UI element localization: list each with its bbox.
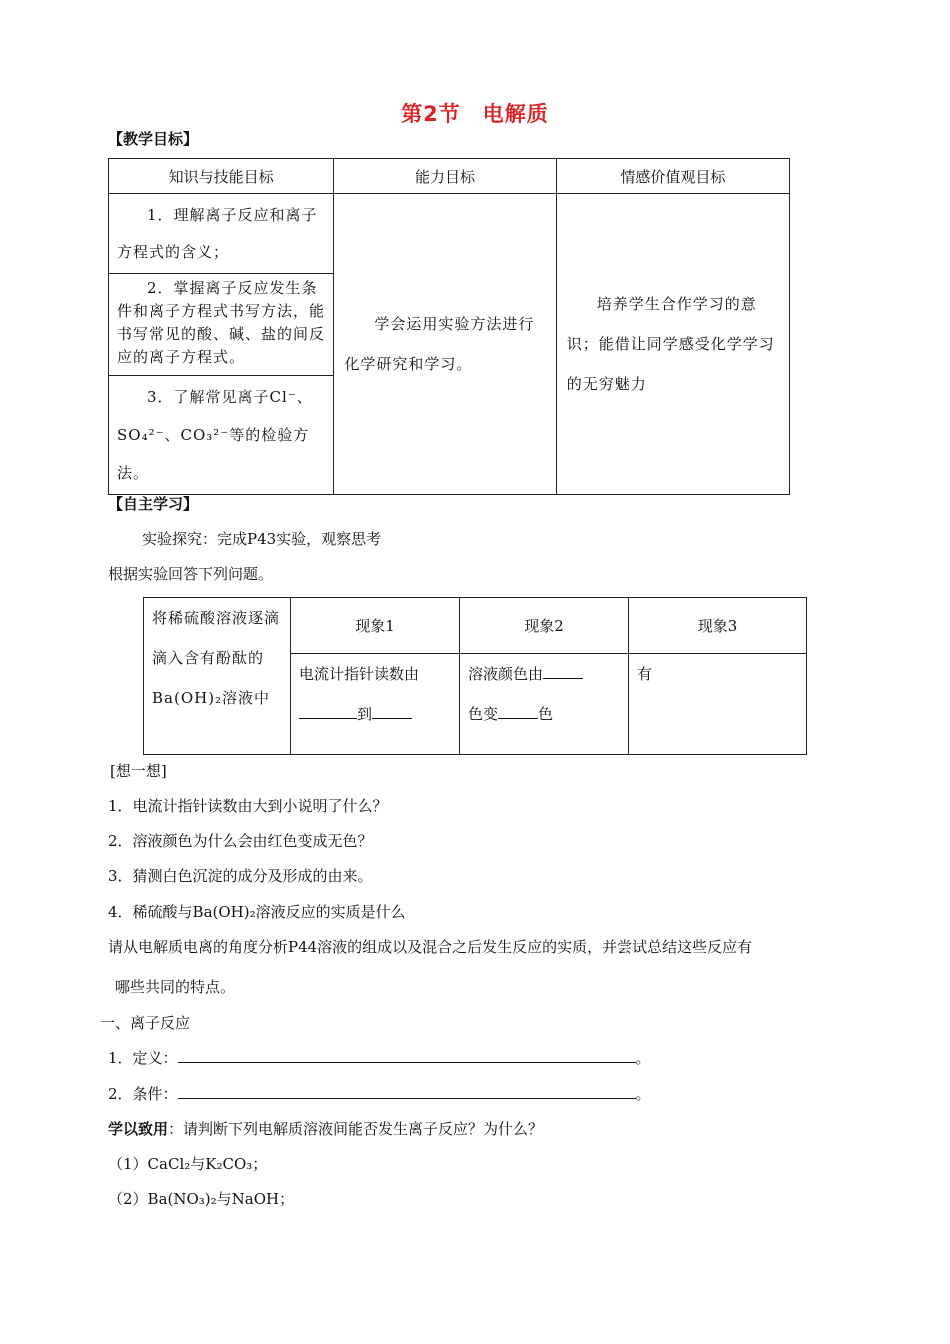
- phenomenon-2-header: 现象2: [460, 598, 629, 654]
- answer-prompt: 根据实验回答下列问题。: [108, 565, 274, 583]
- page-title: 第2节 电解质: [401, 102, 549, 126]
- definition-blank[interactable]: [178, 1048, 636, 1063]
- knowledge-goal-3: 3．了解常见离子Cl⁻、SO₄²⁻、CO₃²⁻等的检验方法。: [109, 376, 334, 495]
- phenomenon-1-header: 现象1: [291, 598, 460, 654]
- emotion-goal: 培养学生合作学习的意识；能借让同学感受化学学习的无穷魅力: [556, 194, 789, 495]
- phenomenon-3-header: 现象3: [629, 598, 807, 654]
- question-3: 3．猜测白色沉淀的成分及形成的由来。: [108, 867, 373, 885]
- analysis-line-1: 请从电解质电离的角度分析P44溶液的组成以及混合之后发生反应的实质，并尝试总结这些反应有: [108, 938, 753, 956]
- definition-row: [108, 1047, 651, 1068]
- header-ability: 能力目标: [334, 159, 556, 194]
- p1-blank-2[interactable]: [372, 704, 412, 719]
- p2-blank-2[interactable]: [498, 704, 538, 719]
- phenomenon-2-cell: [460, 654, 629, 755]
- teaching-goals-table: [108, 158, 790, 495]
- definition-label: 1．定义：: [108, 1049, 178, 1067]
- phenomenon-1-cell: [291, 654, 460, 755]
- experiment-intro: 实验探究：完成P43实验，观察思考: [142, 530, 382, 548]
- question-1: 1．电流计指针读数由大到小说明了什么？: [108, 797, 388, 815]
- p2-text-a: 溶液颜色由: [468, 665, 544, 683]
- p1-blank-1[interactable]: [299, 704, 357, 719]
- apply-item-2: （2）Ba(NO₃)₂与NaOH；: [108, 1190, 295, 1208]
- self-study-heading: 【自主学习】: [108, 495, 199, 513]
- p1-text-b: 到: [357, 705, 373, 723]
- knowledge-goal-1: 1．理解离子反应和离子方程式的含义；: [109, 194, 334, 274]
- p2-text-b: 色变: [468, 705, 499, 723]
- analysis-line-2: 哪些共同的特点。: [115, 978, 236, 996]
- p2-text-c: 色: [538, 705, 554, 723]
- p2-blank-1[interactable]: [543, 664, 583, 679]
- header-emotion: 情感价值观目标: [556, 159, 789, 194]
- apply-label: 学以致用: [108, 1120, 169, 1138]
- condition-blank[interactable]: [178, 1084, 636, 1099]
- apply-text: ：请判断下列电解质溶液间能否发生离子反应？为什么？: [168, 1120, 544, 1138]
- condition-row: [108, 1083, 651, 1104]
- apply-item-1: （1）CaCl₂与K₂CO₃；: [108, 1155, 268, 1173]
- procedure-cell: 将稀硫酸溶液逐滴滴入含有酚酞的Ba(OH)₂溶液中: [144, 598, 291, 755]
- phenomenon-3-cell: 有: [629, 654, 807, 755]
- ionic-reaction-heading: 一、离子反应: [100, 1014, 191, 1032]
- experiment-table: [143, 597, 807, 755]
- ability-goal: 学会运用实验方法进行化学研究和学习。: [334, 194, 556, 495]
- header-knowledge: 知识与技能目标: [109, 159, 334, 194]
- condition-period: 。: [635, 1085, 651, 1103]
- definition-period: 。: [635, 1049, 651, 1067]
- think-heading: [想一想]: [110, 762, 167, 780]
- teaching-goals-heading: 【教学目标】: [108, 130, 199, 148]
- question-4: 4．稀硫酸与Ba(OH)₂溶液反应的实质是什么: [108, 903, 406, 921]
- p1-text-a: 电流计指针读数由: [299, 665, 420, 683]
- question-2: 2．溶液颜色为什么会由红色变成无色？: [108, 832, 373, 850]
- knowledge-goal-2: 2．掌握离子反应发生条件和离子方程式书写方法，能书写常见的酸、碱、盐的间反应的离子方程式。: [109, 274, 334, 376]
- condition-label: 2．条件：: [108, 1085, 178, 1103]
- apply-row: [108, 1118, 543, 1139]
